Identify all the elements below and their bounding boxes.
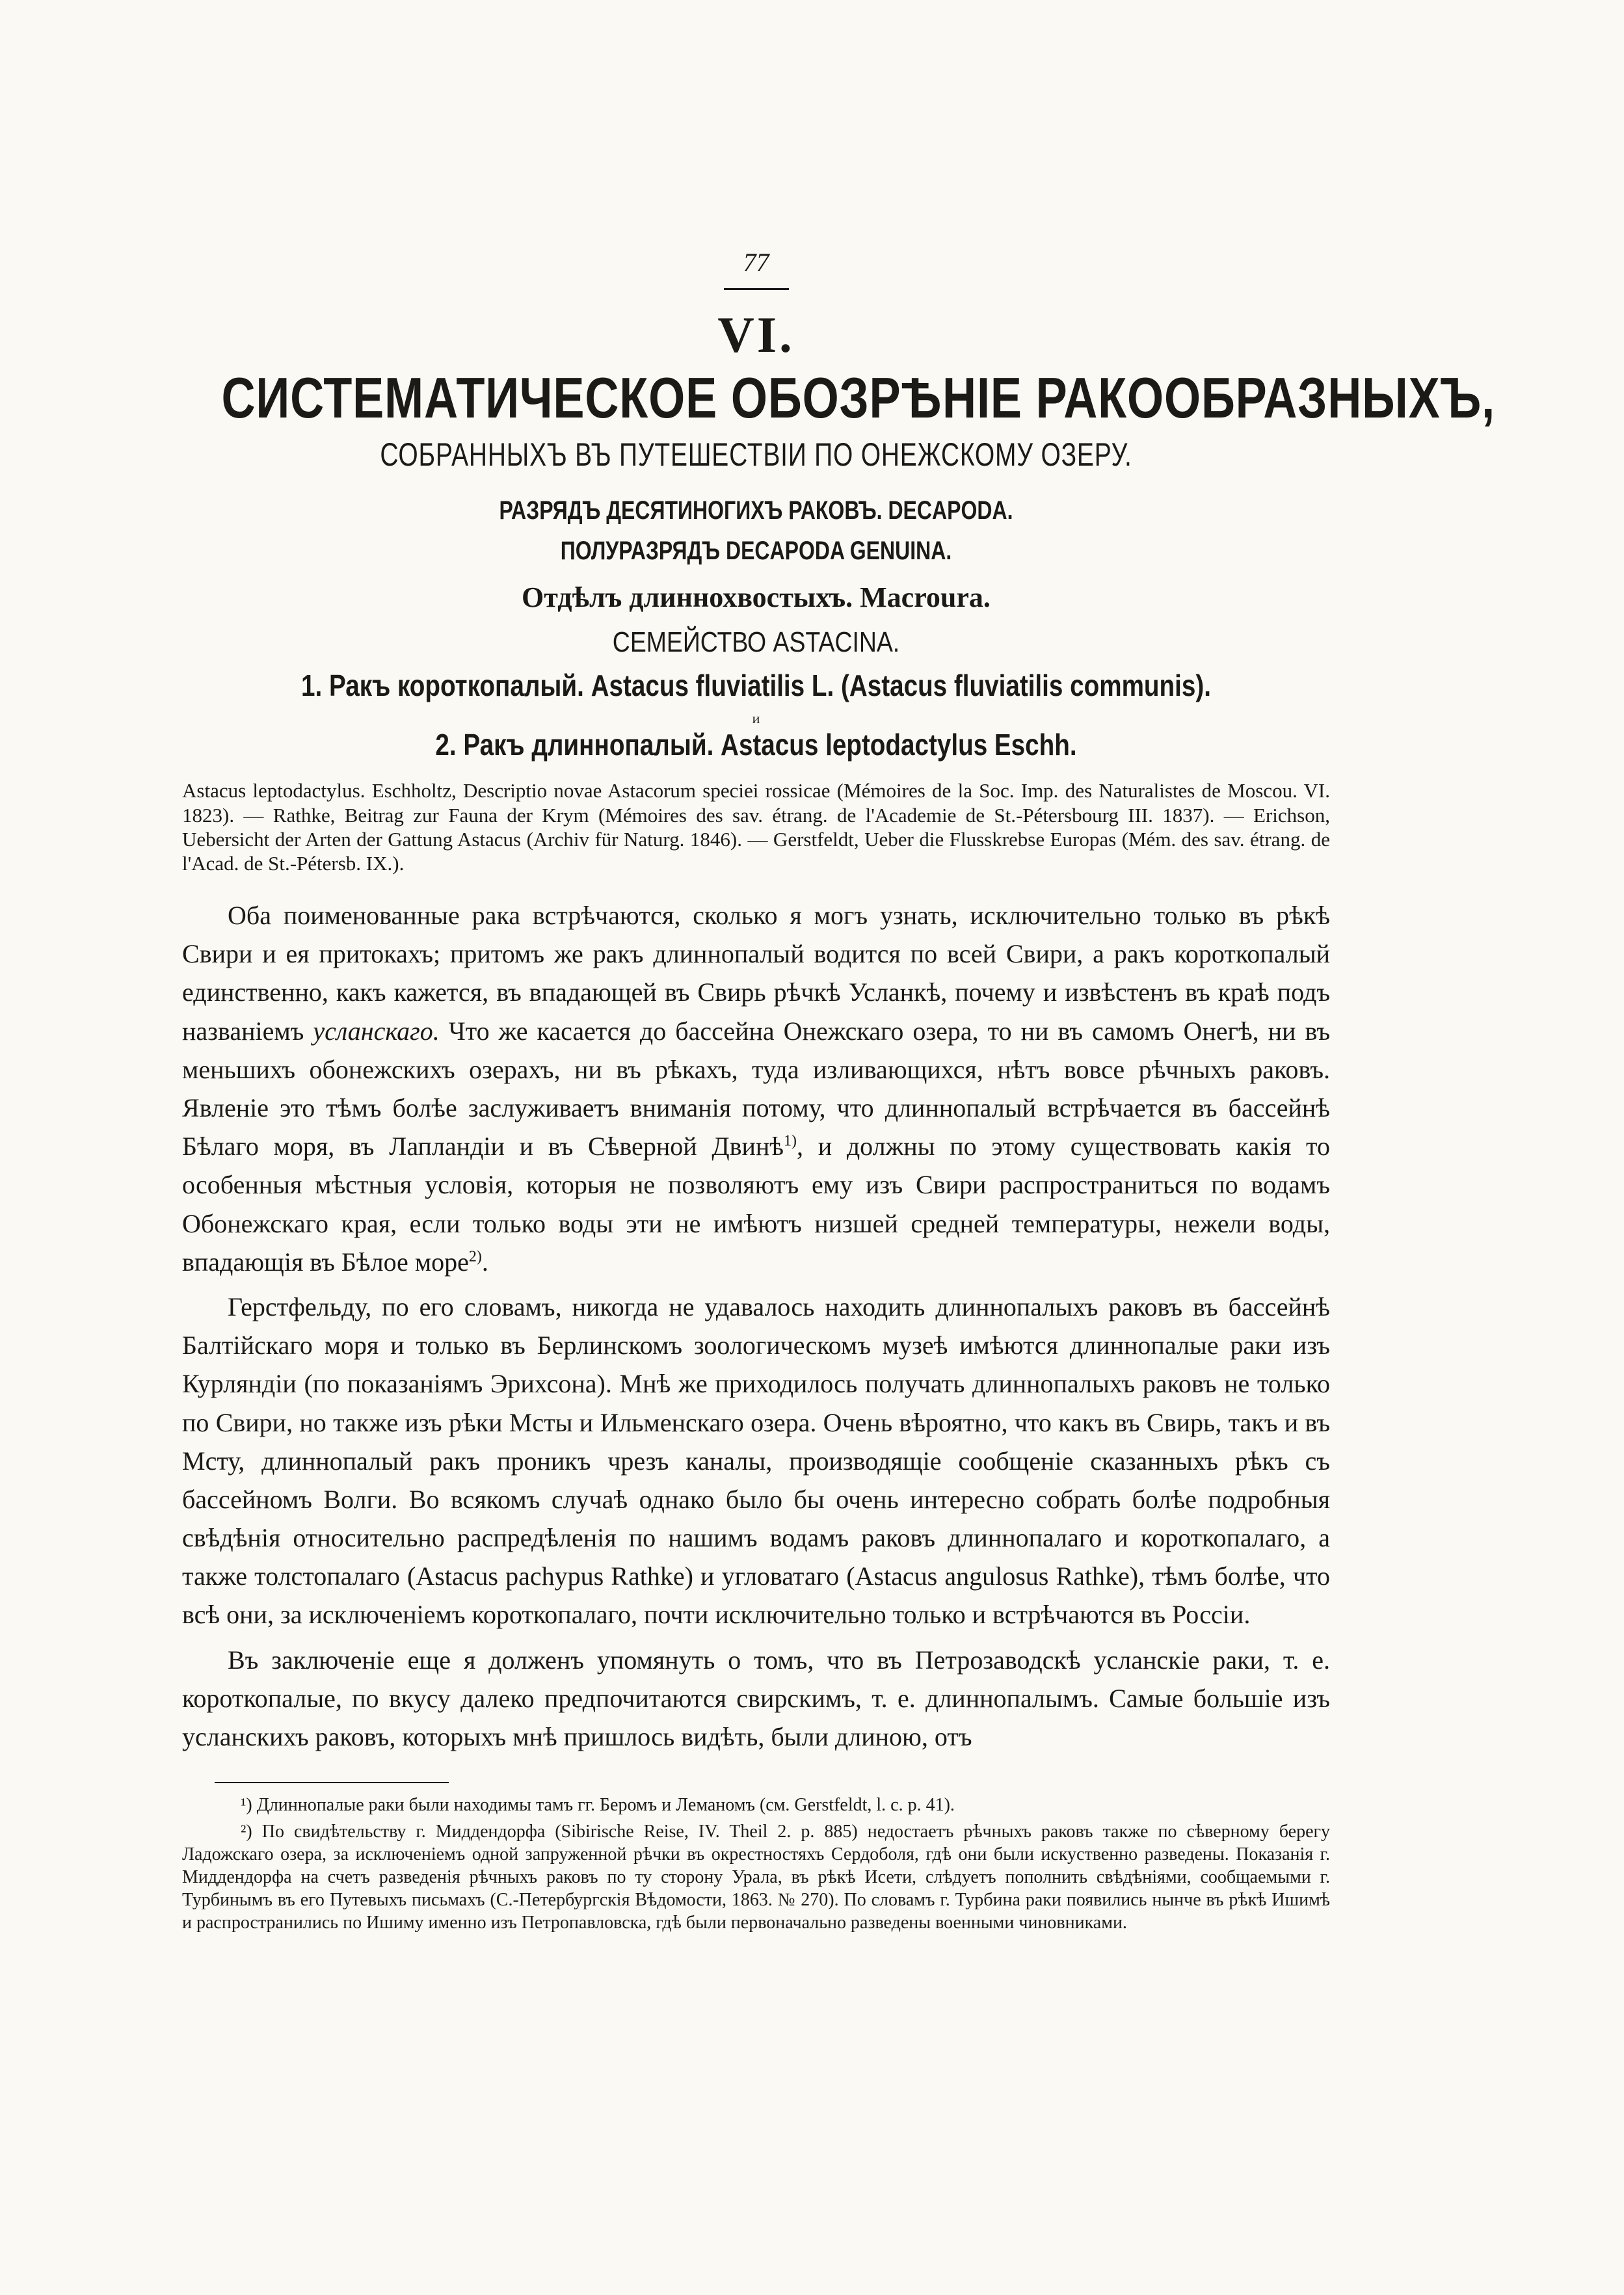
footnote-ref-2[interactable]: 2) [468, 1248, 482, 1266]
paragraph-1-text-d: . [481, 1247, 488, 1277]
chapter-subtitle: СОБРАННЫХЪ ВЪ ПУТЕШЕСТВІИ ПО ОНЕЖСКОМУ ОЗЕРУ. [380, 436, 1132, 473]
synonymy-block: Astacus leptodactylus. Eschholtz, Descriptio novae Astacorum speciei rossicae (Mémoires de la Soc. Imp. des Naturalistes de Moscou. VI. 1823). — Rathke, Beitrag zur Fauna der Krym (Mémoires des sav. étrang. de l'Academie de St.-Pétersbourg III. 1837). — Erichson, Uebersicht der Arten der Gattung Astacus (Archiv für Naturg. 1846). — Gerstfeldt, Ueber die Flusskrebse Europas (Mém. des sav. étrang. de l'Acad. de St.-Pétersb. IX.). [182, 779, 1330, 875]
footnote-2: ²) По свидѣтельству г. Миддендорфа (Sibirische Reise, IV. Theil 2. p. 885) недостаетъ рѣчныхъ раковъ также по сѣверному берегу Ладожскаго озера, за исключеніемъ одной запруженной рѣчки въ окрестностяхъ Сердоболя, гдѣ они были искуственно разведены. Показанія г. Миддендорфа на счетъ разведенія рѣчныхъ раковъ по ту сторону Урала, въ рѣкѣ Исети, слѣдуетъ пополнить свѣдѣніями, сообщаемыми г. Турбинымъ въ его Путевыхъ письмахъ (С.-Петербургскія Вѣдомости, 1863. № 270). По словамъ г. Турбина раки появились нынче въ рѣкѣ Ишимѣ и распространились по Ишиму именно изъ Петропавловска, гдѣ были первоначально разведены военными чиновниками. [182, 1822, 1330, 1933]
paragraph-3: Въ заключеніе еще я долженъ упомянуть о томъ, что въ Петрозаводскѣ усланскіе раки, т. е. короткопалые, по вкусу далеко предпочитаются свирскимъ, т. е. длиннопалымъ. Самые большіе изъ усланскихъ раковъ, которыхъ мнѣ пришлось видѣть, были длиною, отъ [182, 1645, 1330, 1752]
suborder-heading: ПОЛУРАЗРЯДЪ DECAPODA GENUINA. [560, 537, 952, 566]
book-page [182, 247, 1495, 1938]
paragraph-1-text-c: , и должны по этому существовать какія то особенныя мѣстныя условія, которыя не позволяютъ ему изъ Свири распространиться по водамъ Обонежскаго края, если только воды эти не имѣютъ низшей средней температуры, нежели воды, впадающія въ Бѣлое море [182, 1132, 1330, 1277]
species-heading-1: 1. Ракъ короткопалый. Astacus fluviatilis L. (Astacus fluviatilis communis). [301, 668, 1211, 702]
paragraph-1-text-b: Что же касается до бассейна Онежскаго озера, то ни въ самомъ Онегѣ, ни въ меньшихъ обонежскихъ озерахъ, ни въ рѣкахъ, туда изливающихся, нѣтъ вовсе рѣчныхъ раковъ. Явленіе это тѣмъ болѣе заслуживаетъ вниманія потому, что длиннопалый встрѣчается въ бассейнѣ Бѣлаго моря, въ Лапландіи и въ Сѣверной Двинѣ [182, 1016, 1331, 1161]
paragraph-2: Герстфельду, по его словамъ, никогда не удавалось находить длиннопалыхъ раковъ въ бассейнѣ Балтійскаго моря и только въ Берлинскомъ зоологическомъ музеѣ имѣются длиннопалые раки изъ Курляндіи (по показаніямъ Эрихсона). Мнѣ же приходилось получать длиннопалыхъ раковъ не только по Свири, но также изъ рѣки Мсты и Ильменскаго озера. Очень вѣроятно, что какъ въ Свирь, такъ и въ Мсту, длиннопалый ракъ проникъ чрезъ каналы, производящіе сообщеніе сказанныхъ рѣкъ съ бассейномъ Волги. Во всякомъ случаѣ однако было бы очень интересно собрать болѣе подробныя свѣдѣнія относительно распредѣленія по нашимъ водамъ раковъ длиннопалаго и короткопалаго, а также толстопалаго (Astacus pachypus Rathke) и угловатаго (Astacus angulosus Rathke), тѣмъ болѣе, что всѣ они, за исключеніемъ короткопалаго, почти исключительно только и встрѣчаются въ Россіи. [182, 1292, 1330, 1630]
chapter-numeral: VI. [717, 306, 795, 363]
conjunction: и [752, 710, 760, 727]
paragraph-1 [182, 896, 1330, 1281]
footnote-1: ¹) Длиннопалые раки были находимы тамъ гг. Беромъ и Леманомъ (см. Gerstfeldt, l. c. p. 41). [241, 1795, 955, 1816]
page-number: 77 [743, 248, 769, 277]
footnote-rule [215, 1782, 449, 1783]
family-heading: СЕМЕЙСТВО ASTACINA. [612, 626, 900, 659]
chapter-title: СИСТЕМАТИЧЕСКОЕ ОБОЗРѢНІЕ РАКООБРАЗНЫХЪ, [221, 365, 1495, 430]
paragraph-1-text-a: Оба поименованные рака встрѣчаются, сколько я могъ узнать, исключительно только въ рѣкѣ Свири и ея притокахъ; притомъ же ракъ длиннопалый водится по всей Свири, а ракъ короткопалый единственно, какъ кажется, въ впадающей въ Свирь рѣчкѣ Усланкѣ, почему и извѣстенъ въ краѣ подъ названіемъ [182, 901, 1330, 1046]
page-number-rule [724, 288, 789, 290]
paragraph-1-emphasis: усланскаго. [313, 1016, 440, 1046]
order-heading: РАЗРЯДЪ ДЕСЯТИНОГИХЪ РАКОВЪ. DECAPODA. [499, 496, 1013, 525]
footnote-ref-1[interactable]: 1) [784, 1132, 797, 1150]
species-heading-2: 2. Ракъ длиннопалый. Astacus leptodactylus Eschh. [435, 728, 1077, 762]
division-heading: Отдѣлъ длиннохвостыхъ. Macroura. [522, 581, 991, 614]
